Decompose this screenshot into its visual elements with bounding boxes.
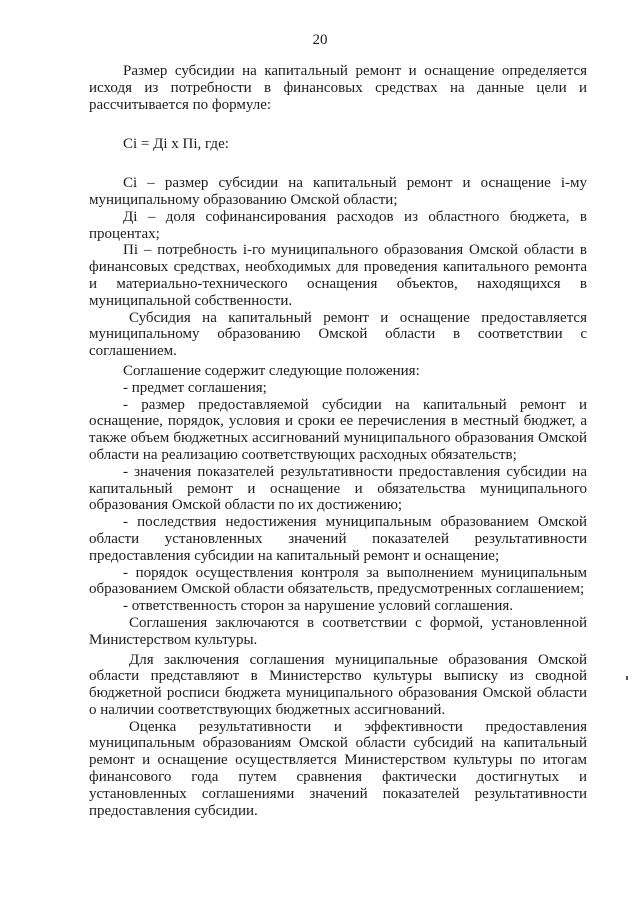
list-item: - ответственность сторон за нарушение условий соглашения.: [123, 598, 514, 615]
paragraph-subsidy-agreement: Субсидия на капитальный ремонт и оснащение предоставляется муниципальному образованию Омской области в соответствии с соглашением.: [89, 309, 587, 360]
document-body: [89, 63, 587, 819]
definition-ci: Ci – размер субсидии на капитальный ремонт и оснащение i-му муниципальному образованию Омской области;: [89, 175, 587, 208]
paragraph-evaluation: Оценка результативности и эффективности предоставления муниципальным образованиям Омской области субсидий на капитальный ремонт и оснащение осуществляется Министерством культуры по итогам финансового года путем сравнения фактически достигнутых и установленных соглашениями значений показателей результативности предоставления субсидии.: [89, 718, 587, 819]
definition-di: Дi – доля софинансирования расходов из областного бюджета, в процентах;: [89, 208, 587, 242]
paragraph-agreement-contents: Соглашение содержит следующие положения:: [123, 362, 420, 379]
paragraph-agreement-conclusion: Для заключения соглашения муниципальные образования Омской области представляют в Министерство культуры выписку из сводной бюджетной росписи бюджета муниципального образования Омской области о наличии соответствующих бюджетных ассигнований.: [89, 651, 587, 718]
list-item: - значения показателей результативности предоставления субсидии на капитальный ремонт и оснащение и обязательства муниципального образования Омской области по их достижению;: [89, 463, 587, 514]
definition-pi: Пi – потребность i-го муниципального образования Омской области в финансовых средствах, необходимых для проведения капитального ремонта и материально-технического оснащения объектов, находящихся в муниципальной собственности.: [89, 242, 587, 309]
list-item: - последствия недостижения муниципальным образованием Омской области установленных значений показателей результативности предоставления субсидии на капитальный ремонт и оснащение;: [89, 514, 587, 564]
scan-mark: [626, 676, 628, 680]
list-item: - предмет соглашения;: [123, 379, 267, 396]
paragraph-agreement-form: Соглашения заключаются в соответствии с формой, установленной Министерством культуры.: [89, 614, 587, 648]
list-item: - порядок осуществления контроля за выполнением муниципальным образованием Омской области обязательств, предусмотренных соглашением;: [89, 564, 587, 598]
page-number: 20: [312, 32, 328, 48]
list-item: - размер предоставляемой субсидии на капитальный ремонт и оснащение, порядок, условия и сроки ее перечисления в местный бюджет, а также объем бюджетных ассигнований муниципального образования Омской области на реализацию соответствующих расходных обязательств;: [89, 396, 587, 463]
paragraph-subsidy-size: Размер субсидии на капитальный ремонт и оснащение определяется исходя из потребности в финансовых средствах на данные цели и рассчитывается по формуле:: [89, 63, 587, 113]
formula: Ci = Дi x Пi, где:: [123, 136, 229, 153]
